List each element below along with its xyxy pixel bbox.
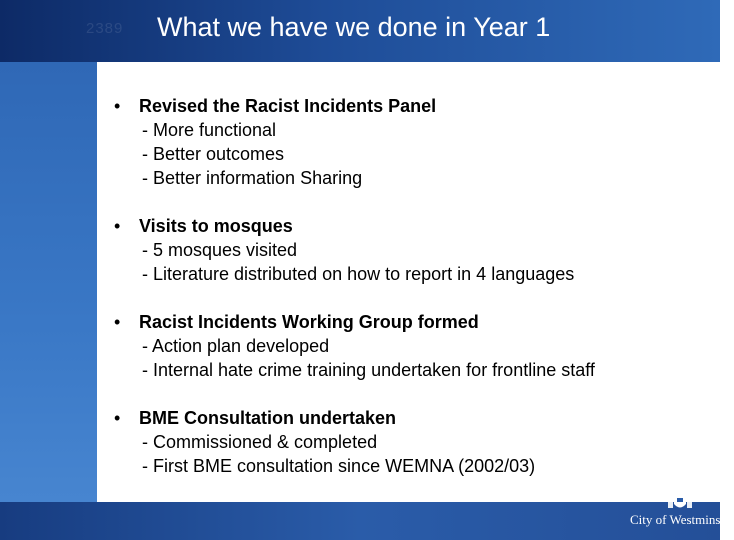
- bullet-dot: •: [114, 96, 121, 116]
- bullet-list: [114, 94, 714, 502]
- logo-text: City of Westminster: [630, 512, 734, 527]
- bullet-subitem: - Internal hate crime training undertaken for frontline staff: [142, 360, 595, 380]
- bullet-subitem: - Better information Sharing: [142, 168, 363, 188]
- bullet-heading: Revised the Racist Incidents Panel: [139, 96, 437, 116]
- bullet-subitem: - More functional: [142, 120, 277, 140]
- bullet-subitem: - Literature distributed on how to report in 4 languages: [142, 264, 575, 284]
- bullet-dot: •: [114, 312, 121, 332]
- bullet-item: [114, 94, 714, 190]
- bullet-item: [114, 310, 714, 382]
- bullet-item: [114, 406, 714, 478]
- westminster-crest-icon: [666, 490, 694, 512]
- bullet-subitem: - 5 mosques visited: [142, 240, 298, 260]
- city-of-westminster-logo: [622, 490, 734, 540]
- bullet-dot: •: [114, 408, 121, 428]
- footer-band: [0, 502, 720, 540]
- slide-title: What we have we done in Year 1: [157, 12, 551, 42]
- bullet-item: [114, 214, 714, 286]
- title-bar: [0, 0, 720, 62]
- bullet-heading: BME Consultation undertaken: [139, 408, 397, 428]
- header-ghost-text: 2389: [86, 20, 124, 37]
- bullet-subitem: - First BME consultation since WEMNA (2002/03): [142, 456, 536, 476]
- bullet-heading: Racist Incidents Working Group formed: [139, 312, 479, 332]
- bullet-dot: •: [114, 216, 121, 236]
- left-band: [0, 62, 97, 540]
- bullet-heading: Visits to mosques: [139, 216, 293, 236]
- bullet-subitem: - Commissioned & completed: [142, 432, 378, 452]
- bullet-subitem: - Action plan developed: [142, 336, 330, 356]
- bullet-subitem: - Better outcomes: [142, 144, 285, 164]
